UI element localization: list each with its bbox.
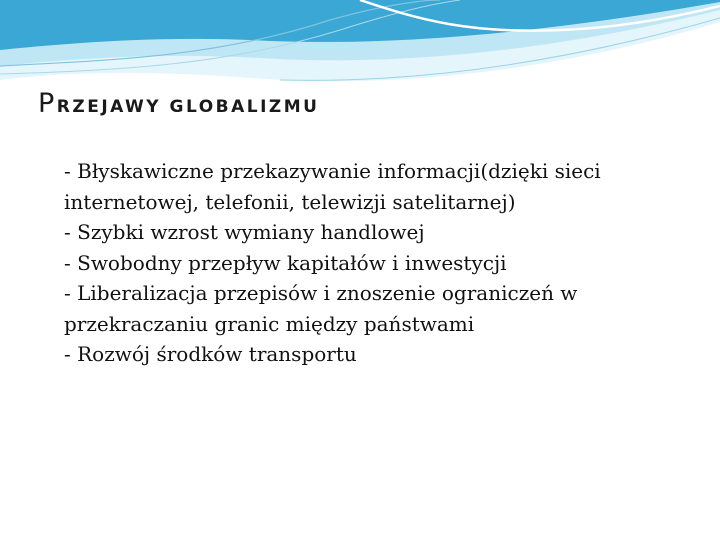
bullet-item: - Rozwój środków transportu	[64, 342, 357, 366]
bullet-list	[64, 156, 684, 370]
bullet-item: - Swobodny przepływ kapitałów i inwestycji	[64, 250, 507, 275]
header-wave-decoration	[0, 0, 720, 90]
title-initial: P	[38, 88, 57, 119]
slide-title	[38, 88, 319, 119]
bullet-item: - Błyskawiczne przekazywanie informacji(dzięki sieci internetowej, telefonii, telewizji satelitarnej)	[64, 159, 601, 214]
bullet-item: - Liberalizacja przepisów i znoszenie ograniczeń w przekraczaniu granic między państwami	[64, 281, 578, 336]
title-rest: RZEJAWY GLOBALIZMU	[56, 97, 320, 117]
bullet-item: - Szybki wzrost wymiany handlowej	[64, 220, 425, 244]
